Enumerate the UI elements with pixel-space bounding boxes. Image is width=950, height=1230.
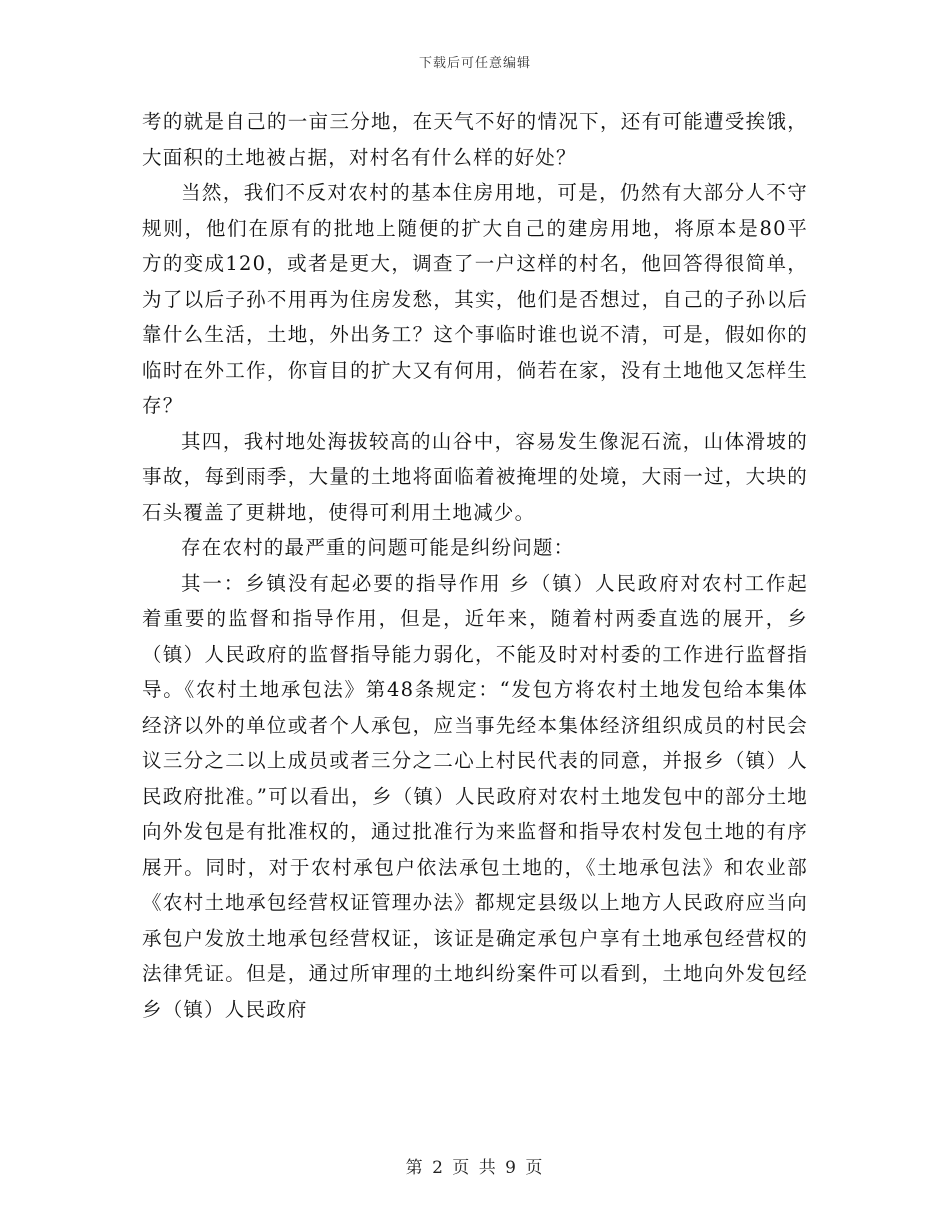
- paragraph-3: 其四，我村地处海拔较高的山谷中，容易发生像泥石流，山体滑坡的事故，每到雨季，大量的土地将面临着被掩埋的处境，大雨一过，大块的石头覆盖了更耕地，使得可利用土地减少。: [142, 429, 808, 524]
- page-header: 下载后可任意编辑: [418, 56, 531, 71]
- paragraph-2: 当然，我们不反对农村的基本住房用地，可是，仍然有大部分人不守规则，他们在原有的批地上随便的扩大自己的建房用地，将原本是80平方的变成120，或者是更大，调查了一户这样的村名，他回答得很简单，为了以后子孙不用再为住房发愁，其实，他们是否想过，自己的子孙以后靠什么生活，土地，外出务工？这个事临时谁也说不清，可是，假如你的临时在外工作，你盲目的扩大又有何用，倘若在家，没有土地他又怎样生存？: [142, 181, 808, 417]
- paragraph-5: 其一：乡镇没有起必要的指导作用 乡（镇）人民政府对农村工作起着重要的监督和指导作用，但是，近年来，随着村两委直选的展开，乡（镇）人民政府的监督指导能力弱化，不能及时对村委的工作进行监督指导。《农村土地承包法》第48条规定：“发包方将农村土地发包给本集体经济以外的单位或者个人承包，应当事先经本集体经济组织成员的村民会议三分之二以上成员或者三分之二心上村民代表的同意，并报乡（镇）人民政府批准。”可以看出，乡（镇）人民政府对农村土地发包中的部分土地向外发包是有批准权的，通过批准行为来监督和指导农村发包土地的有序展开。同时，对于农村承包户依法承包土地的，《土地承包法》和农业部《农村土地承包经营权证管理办法》都规定县级以上地方人民政府应当向承包户发放土地承包经营权证，该证是确定承包户享有土地承包经营权的法律凭证。但是，通过所审理的土地纠纷案件可以看到，土地向外发包经乡（镇）人民政府: [142, 571, 808, 1021]
- document-body: [142, 104, 808, 1027]
- paragraph-4: 存在农村的最严重的问题可能是纠纷问题：: [181, 536, 575, 559]
- paragraph-1: 考的就是自己的一亩三分地，在天气不好的情况下，还有可能遭受挨饿，大面积的土地被占据，对村名有什么样的好处？: [142, 110, 808, 169]
- page-number-footer: 第 2 页 共 9 页: [405, 1158, 545, 1178]
